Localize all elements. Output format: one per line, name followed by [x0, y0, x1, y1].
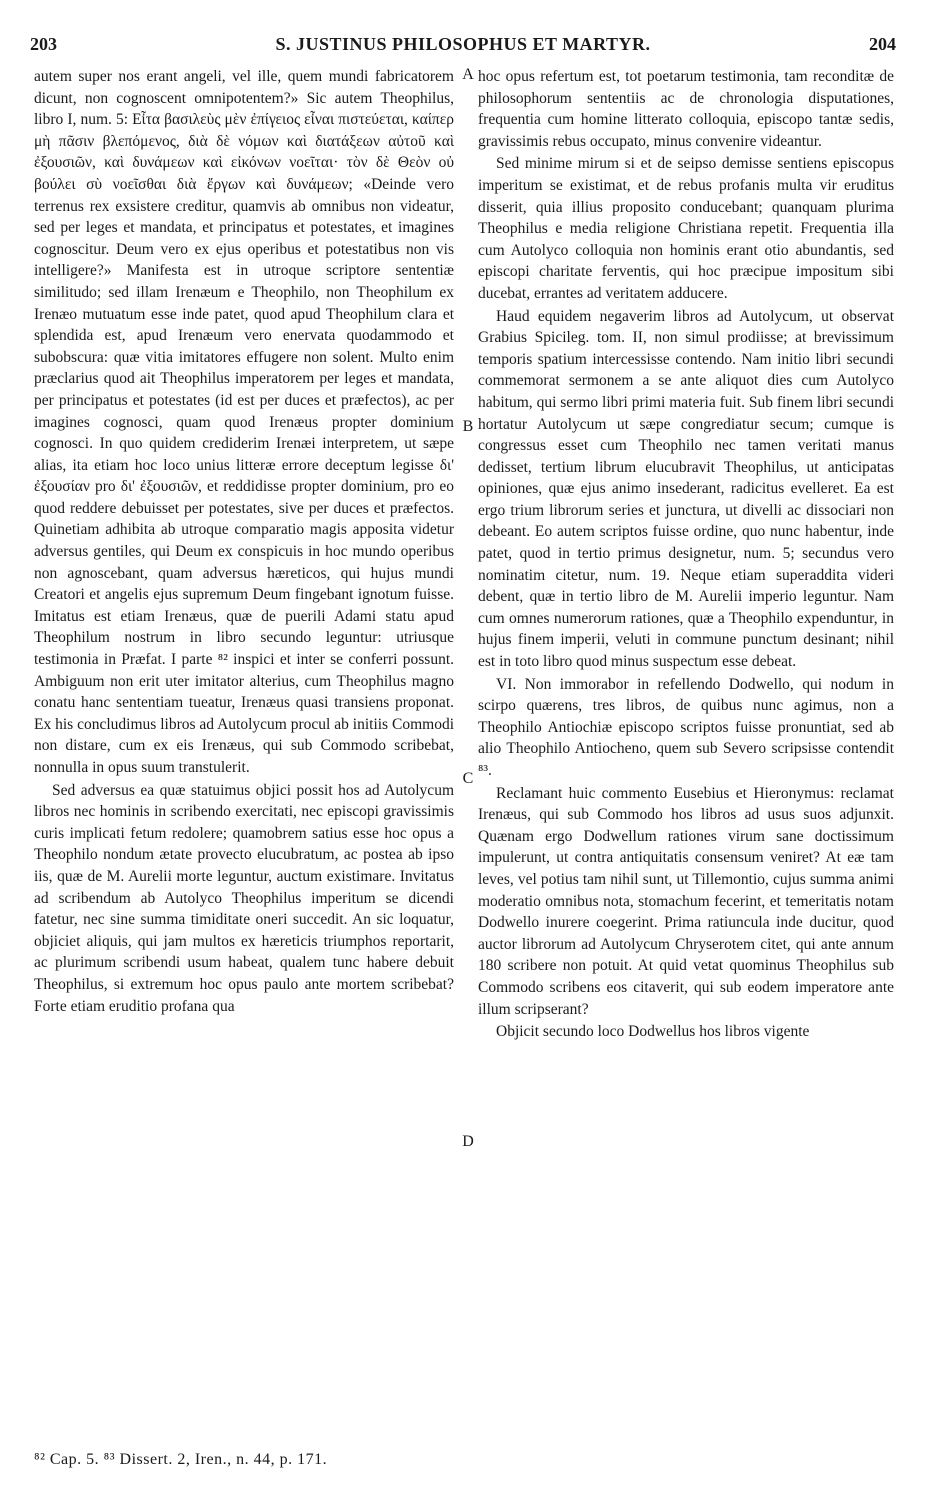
- left-paragraph-2: Sed adversus ea quæ statuimus objici possit hos ad Autolycum libros nec hominis in scribendo exercitati, nec episcopi gravissimis curis implicati fetum redolere; quamobrem satius esse hoc opus a Theophilo nondum ætate provecto elucubratum, ac postea ab ipso iis, quæ de M. Aurelii morte leguntur, auctum existimare. Invitatus ad scribendum ab Autolyco Theophilus imperitum se dicendi fatetur, nec sine summa timiditate oneri succedit. An sic loquatur, objiciet aliquis, qui jam multos ex hæreticis triumphos reportarit, ac plurimum scribendi usum habeat, qualem tunc habere debuit Theophilus, si extremum hoc opus paulo ante mortem scribebat? Forte etiam eruditio profana qua: [34, 781, 454, 1015]
- right-paragraph-5: Reclamant huic commento Eusebius et Hieronymus: reclamat Irenæus, qui sub Commodo hos libros ad usus suos adjunxit. Quænam ergo Dodwellum rationes virum sane doctissimum impulerunt, ut contra antiquitatis consensum veniret? At eæ tam leves, vel potius tam nihil sunt, ut Tillemontio, cujus summa animi moderatio omnibus nota, stomachum fecerint, et temeritatis notam Dodwello inurere coegerint. Prima ratiuncula inde ducitur, quod auctor librorum ad Autolycum Chryserotem citet, qui ante annum 180 scribere non potuit. At quid vetat quominus Theophilus sub Commodo scribens eos citaverit, qui sub eodem imperatore ante illum scripserant?: [478, 784, 894, 1018]
- running-title: S. JUSTINUS PHILOSOPHUS ET MARTYR.: [275, 34, 651, 54]
- left-paragraph-1: autem super nos erant angeli, vel ille, quem mundi fabricatorem dicunt, non cognoscent omnipotentem?» Sic autem Theophilus, libro I, num. 5: Εἶτα βασιλεὺς μὲν ἐπίγειος εἶναι πιστεύεται, καίπερ μὴ πᾶσιν βλεπόμενος, διὰ δὲ νόμων καὶ διατάξεων αὐτοῦ καὶ ἐξουσιῶν, καὶ δυνάμεων καὶ εἰκόνων νοεῖται· τὸν δὲ Θεὸν οὐ βούλει σὺ νοεῖσθαι διὰ ἔργων καὶ δυνάμεων; «Deinde vero terrenus rex exsistere creditur, quamvis ab omnibus non videatur, sed per leges et mandata, et principatus et potestates, et imagines cognoscitur. Deum vero ex ejus operibus et potestatibus non vis intelligere?» Manifesta est in utroque scriptore sententiæ similitudo; sed illam Irenæum e Theophilo, non Theophilum ex Irenæo mutuatum esse inde patet, quod apud Theophilum clara et splendida est, apud Irenæum vero enervata quodammodo et subobscura: quæ vitia imitatores effugere non solent. Multo enim præclarius quod ait Theophilus imperatorem per leges et mandata, per principatus et potestates (id est per duces et præfectos), ac per imagines cognosci, quam quod Irenæus propter dominium cognosci. In quo quidem crediderim Irenæi interpretem, ut sæpe alias, ita etiam hoc loco unius litteræ errore deceptum legisse δι' ἐξουσίαν pro δι' ἐξουσιῶν, et reddidisse propter dominium, pro eo quod reddere debuisset per potestates, sive per duces et præfectos. Quinetiam adhibita ab utroque comparatio magis apposita videtur adversus gentiles, qui Deum ex conspicuis in hoc mundo operibus non agnoscebant, quam adversus hæreticos, qui hujus mundi Creatori et angelis ejus supremum Deum fingebant ignotum fuisse. Imitatus est etiam Irenæus, quæ de puerili Adami statu apud Theophilum nostrum in libro secundo leguntur: utriusque testimonia in Præfat. I parte ⁸² inspici et inter se conferri possunt. Ambiguum non erit uter imitator alterius, cum Theophilus magno conatu hanc sententiam tueatur, Irenæus quasi transiens proponat. Ex his concludimus libros ad Autolycum procul ab initiis Commodi non distare, cum ex eis Irenæus, qui sub Commodo scribebat, nonnulla in opus suum transtulerit.: [34, 68, 454, 776]
- right-paragraph-4: VI. Non immorabor in refellendo Dodwello, qui nodum in scirpo quærens, tres libros, de quibus nunc agimus, non a Theophilo Antiochiæ episcopo scriptos fuisse pronuntiat, sed ab alio Theophilo Antiocheno, quem sub Severo scripsisse contendit ⁸³.: [478, 675, 894, 779]
- margin-marker-a: A: [462, 66, 474, 83]
- margin-marker-d: D: [462, 1133, 474, 1150]
- right-column: [478, 66, 894, 1043]
- margin-marker-b: B: [462, 418, 474, 435]
- margin-marker-c: C: [462, 770, 474, 787]
- right-paragraph-1: hoc opus refertum est, tot poetarum testimonia, tam reconditæ de philosophorum sententiis ac de chronologia disputationes, frequentia cum homine litterato colloquia, episcopo tantæ sedis, gravissimis rebus occupato, minus convenire videantur.: [478, 68, 894, 150]
- page-number-left: 203: [30, 34, 57, 54]
- right-paragraph-3: Haud equidem negaverim libros ad Autolycum, ut observat Grabius Spicileg. tom. II, non simul prodiisse; at brevissimum temporis spatium intercessisse contendo. Nam initio libri secundi commemorat sermonem a se ante aliquot dies cum Autolyco habitum, qui sermo libri primi materia fuit. Sub finem libri secundi hortatur Autolycum ut sæpe congrediatur secum; cumque is congressus esset cum Theophilo nec tamen veritati manus dedisset, tertium librum elucubravit Theophilus, ut anticipatas opiniones, quæ ejus animo insederant, radicitus evelleret. Ea est ergo trium librorum series et junctura, ut divelli ac dissociari non debeant. Eo autem scriptos fuisse ordine, quo nunc habentur, inde patet, quod in tertio primus designetur, num. 5; secundus vero nominatim citetur, num. 19. Neque etiam superaddita videri debent, quæ in tertio libro de M. Aurelii imperio leguntur. Nam cum omnes numerorum rationes, quæ a Theophilo expenduntur, in hujus finem imperii, veluti in commune punctum desinant; nihil est in toto libro quod minus suspectum esse debeat.: [478, 307, 894, 671]
- left-column: [34, 66, 454, 1017]
- page-number-right: 204: [869, 34, 896, 54]
- right-paragraph-6: Objicit secundo loco Dodwellus hos libros vigente: [496, 1023, 810, 1041]
- right-paragraph-2: Sed minime mirum si et de seipso demisse sentiens episcopus imperitum se existimat, et de rebus profanis multa vir eruditus disserit, quia illius proposito conducebant; quanquam plurima Theophilus e media religione Christiana repetit. Frequentia illa cum Autolyco colloquia non hominis erant otio abundantis, sed episcopi charitate ferventis, qui hoc præcipue impositum sibi ducebat, errantes ad veritatem adducere.: [478, 155, 894, 302]
- footnotes: ⁸² Cap. 5. ⁸³ Dissert. 2, Iren., n. 44, p. 171.: [34, 1451, 328, 1468]
- page-header: [30, 34, 896, 60]
